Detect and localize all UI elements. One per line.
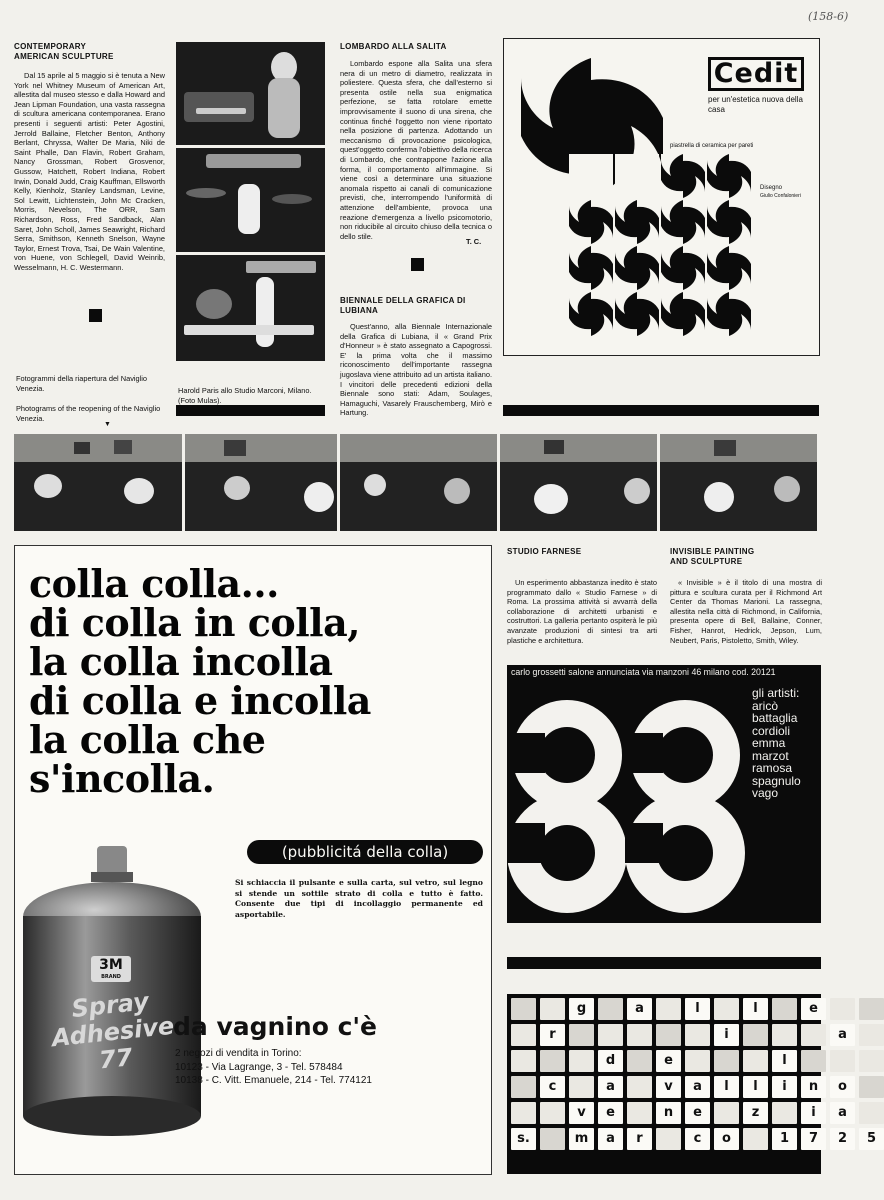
cedit-logo-text: Cedit xyxy=(713,58,799,89)
galleria-tile: n xyxy=(801,1076,826,1098)
galleria-tile: e xyxy=(801,998,826,1020)
cedit-tile xyxy=(615,154,659,198)
galleria-tile: e xyxy=(685,1102,710,1124)
galleria-tile xyxy=(598,998,623,1020)
cedit-tile xyxy=(569,200,613,244)
colla-ad xyxy=(14,545,492,1175)
galleria-tile xyxy=(743,1128,768,1150)
galleria-tile xyxy=(859,1050,884,1072)
colla-line: colla colla... xyxy=(29,561,279,606)
divider-bar-col2 xyxy=(176,405,325,416)
galleria-tile: z xyxy=(743,1102,768,1124)
galleria-tile xyxy=(569,1024,594,1046)
galleria-tile xyxy=(511,1102,536,1124)
section-marker-square xyxy=(89,309,102,322)
galleria-tile xyxy=(830,1050,855,1072)
galleria-tile xyxy=(714,1050,739,1072)
galleria-cavallino-ad xyxy=(507,994,877,1174)
galleria-tile xyxy=(656,1128,681,1150)
cedit-tagline: per un'estetica nuova della casa xyxy=(708,95,803,114)
galleria-tile xyxy=(743,1024,768,1046)
galleria-tile xyxy=(685,1024,710,1046)
artist-name: emma xyxy=(752,736,786,750)
cedit-tile xyxy=(615,200,659,244)
cedit-tile xyxy=(615,246,659,290)
grossetti-33-graphic xyxy=(507,683,757,923)
galleria-tile xyxy=(511,1024,536,1046)
galleria-tile: r xyxy=(540,1024,565,1046)
artist-name: cordioli xyxy=(752,723,791,738)
galleria-tile: a xyxy=(598,1128,623,1150)
spray-can-brand-sub: BRAND xyxy=(101,974,121,980)
colla-copy: Si schiaccia il pulsante e sulla carta, sul vetro, sul legno si stende un sottile strato di colla e tutto è fatto. Consente due tipi di incollaggio permanente ed asportabile. xyxy=(235,878,483,919)
fotogrammi-caption-it: Fotogrammi della riapertura del Naviglio Venezia. xyxy=(16,374,148,393)
cedit-tile xyxy=(661,154,705,198)
grossetti-ad xyxy=(507,665,821,923)
cedit-tile xyxy=(661,200,705,244)
galleria-tile: a xyxy=(598,1076,623,1098)
galleria-tile: 5 xyxy=(859,1128,884,1150)
cedit-tile xyxy=(569,292,613,336)
galleria-tile xyxy=(569,1076,594,1098)
cedit-ad xyxy=(503,38,820,356)
galleria-tile: a xyxy=(830,1024,855,1046)
cedit-tile xyxy=(707,154,751,198)
lombardo-initials: T. C. xyxy=(466,237,482,246)
grossetti-artists xyxy=(752,687,820,800)
galleria-tile xyxy=(743,1050,768,1072)
galleria-tile xyxy=(772,1024,797,1046)
farnese-text: Un esperimento abbastanza inedito è stato programmato dallo « Studio Farnese » di Roma. La prossima attività si avvarrà della collaborazione di architetti urbanisti e costruttori. La galleria pertanto ospiterà le più avanzate produzioni di sintesi tra arti plastiche e architettura. xyxy=(507,578,657,645)
cedit-tile-caption: piastrella di ceramica per pareti xyxy=(670,143,754,149)
cedit-designer: Giulio Confalonieri xyxy=(760,193,801,199)
galleria-tile: i xyxy=(714,1024,739,1046)
galleria-tile xyxy=(859,1102,884,1124)
galleria-tile xyxy=(511,1076,536,1098)
divider-bar-right xyxy=(507,957,821,969)
galleria-tile xyxy=(772,998,797,1020)
galleria-tile xyxy=(627,1050,652,1072)
store-name: da vagnino c'è xyxy=(173,1012,378,1041)
spray-can-brand xyxy=(91,956,131,982)
spray-can-label: Spray Adhesive 77 xyxy=(50,987,176,1075)
galleria-tile xyxy=(859,1076,884,1098)
galleria-tile xyxy=(830,998,855,1020)
cedit-logo xyxy=(708,57,804,91)
galleria-tile xyxy=(540,1050,565,1072)
galleria-row xyxy=(511,1102,847,1124)
galleria-tile: l xyxy=(714,1076,739,1098)
artist-name: battaglia xyxy=(752,711,798,725)
galleria-tile: o xyxy=(714,1128,739,1150)
cedit-tile xyxy=(661,292,705,336)
artist-name: spagnulo xyxy=(752,773,801,788)
grossetti-header: carlo grossetti salone annunciata via manzoni 46 milano cod. 20121 xyxy=(511,667,776,677)
cedit-tile xyxy=(707,246,751,290)
artist-name: marzot xyxy=(752,748,789,763)
galleria-tile: l xyxy=(743,1076,768,1098)
lombardo-title: LOMBARDO ALLA SALITA xyxy=(340,42,447,51)
galleria-tile: a xyxy=(830,1102,855,1124)
galleria-tile: g xyxy=(569,998,594,1020)
contemporary-title xyxy=(14,42,169,62)
galleria-tile: v xyxy=(569,1102,594,1124)
galleria-tile: 2 xyxy=(830,1128,855,1150)
cedit-tile-grid xyxy=(568,153,756,337)
artist-name: aricò xyxy=(752,698,779,713)
invisible-title-line2: AND SCULPTURE xyxy=(670,557,743,566)
artists-label: gli artisti: xyxy=(752,686,800,700)
galleria-tile: s. xyxy=(511,1128,536,1150)
galleria-tile xyxy=(569,1050,594,1072)
galleria-tile: c xyxy=(685,1128,710,1150)
galleria-row xyxy=(511,1076,847,1098)
galleria-tile xyxy=(627,1102,652,1124)
colla-line: di colla in colla, xyxy=(29,600,360,645)
galleria-row xyxy=(511,1050,817,1072)
cedit-tile xyxy=(661,246,705,290)
galleria-tile xyxy=(511,1050,536,1072)
galleria-tile: i xyxy=(772,1076,797,1098)
invisible-text: « Invisible » è il titolo di una mostra di pittura e scultura curata per il Richmond Art Center da Thomas Marioni. La rassegna, allestita nella città di Richmond, in California, presenta opere di Bell, Ballaine, Conner, Fisher, Hanrot, Hedrick, Jepson, Lum, Neubert, Paris, Pistoletto, Smith, Wiley. xyxy=(670,578,822,645)
grossetti-big-number xyxy=(507,665,508,666)
galleria-tile xyxy=(859,998,884,1020)
galleria-tile: l xyxy=(743,998,768,1020)
galleria-tile: a xyxy=(627,998,652,1020)
galleria-tile xyxy=(772,1102,797,1124)
galleria-tile: l xyxy=(685,998,710,1020)
cedit-tile xyxy=(707,292,751,336)
harold-paris-photo-3 xyxy=(176,255,325,361)
contemporary-text: Dal 15 aprile al 5 maggio si è tenuta a New York nel Whitney Museum of American Art, allestita dal museo stesso e dalla Howard and Jean Lipman Foundation, una vasta rassegna di scultura americana contemporanea. Erano presenti i seguenti artisti: Peter Agostini, Jerrold Ballaine, Fletcher Benton, Anthony Berlant, Chryssa, Walter De Maria, Niki de Saint Phalle, Dan Flavin, Robert Graham, Nancy Grossman, Robert Grosvenor, Gussow, Hatchett, Robert Indiana, Robert Irwin, Donald Judd, Craig Kauffman, Ellsworth Kelly, Kienholz, Stanley Landsman, Levine, Sol Lewitt, Lichtenstein, John Mc Cracken, Morris, Nevelson, The ORR, Sam Richardson, Ross, Fred Sandback, Alan Saret, John Scholl, James Seawright, Richard Serra, Smithson, Kenneth Snelson, Wayne Taylor, Ernest Trova, Tsai, De Wain Valentine, von Huene, von Schlegell, David Weinrib, Wesselmann, H. C. Westermann. xyxy=(14,71,165,272)
colla-line: s'incolla. xyxy=(29,756,215,801)
galleria-tile xyxy=(801,1024,826,1046)
divider-bar-col4 xyxy=(503,405,819,416)
galleria-tile: r xyxy=(627,1128,652,1150)
galleria-tile xyxy=(685,1050,710,1072)
galleria-tile: e xyxy=(656,1050,681,1072)
fotogrammi-caption-en: Photograms of the reopening of the Naviglio Venezia. xyxy=(16,404,161,423)
galleria-tile: v xyxy=(656,1076,681,1098)
galleria-row xyxy=(511,1024,847,1046)
handwritten-reference: (158-6) xyxy=(808,10,849,23)
galleria-tile: 7 xyxy=(801,1128,826,1150)
galleria-tile xyxy=(540,1128,565,1150)
spray-can-brand-text: 3M xyxy=(99,957,123,973)
galleria-tile xyxy=(540,1102,565,1124)
harold-paris-photo-2 xyxy=(176,148,325,252)
galleria-tile xyxy=(656,998,681,1020)
galleria-tile: n xyxy=(656,1102,681,1124)
cedit-tile xyxy=(569,246,613,290)
arrow-down-icon: ▼ xyxy=(104,421,111,428)
galleria-tile: d xyxy=(598,1050,623,1072)
store-address-2: 10138 - C. Vitt. Emanuele, 214 - Tel. 774121 xyxy=(175,1075,372,1086)
galleria-row xyxy=(511,998,817,1020)
galleria-tile: 1 xyxy=(772,1128,797,1150)
galleria-tile: l xyxy=(772,1050,797,1072)
galleria-tile: m xyxy=(569,1128,594,1150)
galleria-tile xyxy=(859,1024,884,1046)
contemporary-title-line2: AMERICAN SCULPTURE xyxy=(14,52,114,61)
section-marker-square-2 xyxy=(411,258,424,271)
store-subtitle: 2 negozi di vendita in Torino: xyxy=(175,1048,302,1059)
colla-line: la colla che xyxy=(29,717,266,762)
harold-paris-caption: Harold Paris allo Studio Marconi, Milano. (Foto Mulas). xyxy=(178,386,312,405)
colla-headline xyxy=(29,561,371,801)
farnese-title: STUDIO FARNESE xyxy=(507,547,582,556)
store-address-1: 10123 - Via Lagrange, 3 - Tel. 578484 xyxy=(175,1062,343,1073)
colla-line: di colla e incolla xyxy=(29,678,371,723)
colla-tagline: (pubblicitá della colla) xyxy=(247,840,483,864)
artist-name: vago xyxy=(752,786,779,800)
biennale-text: Quest'anno, alla Biennale Internazionale della Grafica di Lubiana, il « Grand Prix d'Honneur » è stato assegnato a Capogrossi. E' la prima volta che il massimo riconoscimento dell'importante rassegna jugoslava viene attribuito ad un artista italiano. I vincitori delle precedenti edizioni della Biennale sono stati: Adam, Soulages, Hamaguchi, Vasarely Frauschemberg, Mirò e Hartung. xyxy=(340,322,492,418)
naviglio-photo-strip xyxy=(14,434,817,531)
galleria-tile xyxy=(540,998,565,1020)
biennale-title: BIENNALE DELLA GRAFICA DI LUBIANA xyxy=(340,296,466,315)
galleria-tile xyxy=(627,1076,652,1098)
spray-can-image xyxy=(23,846,203,1138)
cedit-tile xyxy=(707,200,751,244)
galleria-tile xyxy=(627,1024,652,1046)
colla-line: la colla incolla xyxy=(29,639,333,684)
galleria-tile: c xyxy=(540,1076,565,1098)
cedit-tile xyxy=(615,292,659,336)
galleria-row xyxy=(511,1128,877,1150)
galleria-tile: a xyxy=(685,1076,710,1098)
galleria-tile xyxy=(714,1102,739,1124)
galleria-tile: e xyxy=(598,1102,623,1124)
invisible-title-line1: INVISIBLE PAINTING xyxy=(670,547,755,556)
contemporary-title-line1: CONTEMPORARY xyxy=(14,42,87,51)
lombardo-text: Lombardo espone alla Salita una sfera nera di un metro di diametro, realizzata in poliestere. Questa sfera, che dall'esterno si presenta ostile nella sua enigmatica perfezione, se fatta rotolare emette improvvisamente il suono di una sirena, che continua finché l'oggetto non viene riportato nella posizione di partenza. Adottando un meccanismo di provocazione psicologica, quest'oggetto conferma l'obiettivo della ricerca di Lombardo, che contrappone l'azione alla forma, il comportamento all'immagine. Si viene così a determinare una situazione anomala rispetto ai canali di comunicazione previsti, che, interrompendo l'uniformità di attenzione dell'ambiente, provoca una reazione d'emergenza a livello psicomotorio, non riducibile al circuito chiuso della tecnica o dello stile. xyxy=(340,59,492,241)
galleria-tile: o xyxy=(830,1076,855,1098)
galleria-tile xyxy=(714,998,739,1020)
invisible-title xyxy=(670,547,822,567)
harold-paris-photo-1 xyxy=(176,42,325,145)
galleria-tile xyxy=(511,998,536,1020)
cedit-design-label: Disegno xyxy=(760,185,783,191)
artist-name: ramosa xyxy=(752,761,793,775)
cedit-tile xyxy=(569,154,613,198)
galleria-tile xyxy=(598,1024,623,1046)
galleria-tile xyxy=(801,1050,826,1072)
galleria-tile xyxy=(656,1024,681,1046)
galleria-tile: i xyxy=(801,1102,826,1124)
